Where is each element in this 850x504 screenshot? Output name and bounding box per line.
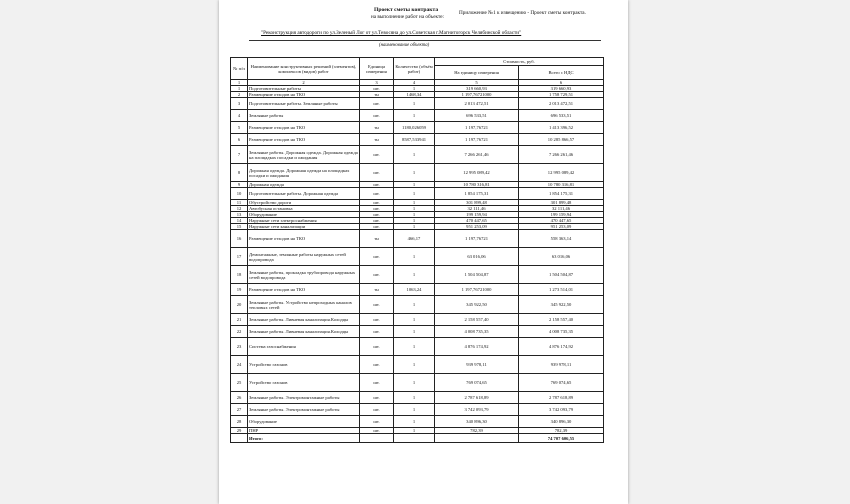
unit-cell: шт. <box>360 98 394 110</box>
unit-price-cell: 199 159,94 <box>435 212 519 218</box>
table-row <box>231 110 604 122</box>
row-number-cell: 23 <box>231 338 248 356</box>
unit-cell: шт. <box>360 266 394 284</box>
unit-price-cell: 301 899,48 <box>435 200 519 206</box>
table-row <box>231 338 604 356</box>
table-row <box>231 134 604 146</box>
unit-cell: шт. <box>360 374 394 392</box>
unit-price-cell: 345 922,50 <box>435 296 519 314</box>
unit-price-cell: 1 197,76721 <box>435 134 519 146</box>
table-row <box>231 314 604 326</box>
quantity-cell: 1 <box>394 212 435 218</box>
unit-price-cell: 10 780 316,81 <box>435 182 519 188</box>
table-row <box>231 122 604 134</box>
total-row <box>231 434 604 443</box>
quantity-cell: 466,17 <box>394 230 435 248</box>
header-unit-price: На единицу измерения <box>435 66 519 80</box>
object-underline <box>249 40 601 41</box>
unit-cell: тн <box>360 92 394 98</box>
column-number: 2 <box>248 80 360 86</box>
row-number-cell: 26 <box>231 392 248 404</box>
unit-price-cell: 7 266 261,46 <box>435 146 519 164</box>
header-unit: Единица измерения <box>360 58 394 80</box>
row-number-cell: 22 <box>231 326 248 338</box>
unit-cell: шт. <box>360 392 394 404</box>
quantity-cell: 1 <box>394 218 435 224</box>
unit-cell: шт. <box>360 188 394 200</box>
estimate-table <box>230 57 604 443</box>
work-name-cell: Устройство газонов <box>248 374 360 392</box>
column-number: 6 <box>519 80 604 86</box>
quantity-cell: 1 <box>394 164 435 182</box>
work-name-cell: Оборудование <box>248 212 360 218</box>
row-number-cell: 11 <box>231 200 248 206</box>
work-name-cell: Наружные сети канализации <box>248 224 360 230</box>
row-number-cell: 9 <box>231 182 248 188</box>
unit-cell: шт. <box>360 182 394 188</box>
row-number-cell: 1 <box>231 86 248 92</box>
work-name-cell: Система газоснабжения <box>248 338 360 356</box>
object-caption: (наименование объекта) <box>379 43 430 48</box>
header-num: № п/п <box>231 58 248 80</box>
quantity-cell: 1 <box>394 374 435 392</box>
total-cost-cell: 4 008 735,35 <box>519 326 604 338</box>
total-cost-cell: 470 447,65 <box>519 218 604 224</box>
unit-cell: шт. <box>360 326 394 338</box>
table-row <box>231 164 604 182</box>
table-row <box>231 296 604 314</box>
quantity-cell: 1 <box>394 314 435 326</box>
row-number-cell: 5 <box>231 122 248 134</box>
row-number-cell: 3 <box>231 98 248 110</box>
row-number-cell: 29 <box>231 428 248 434</box>
total-cost-cell: 1 758 729,51 <box>519 92 604 98</box>
total-cost-cell: 7 266 261,46 <box>519 146 604 164</box>
work-name-cell: Дорожная одежда. Дорожная одежда на площадках посадки и ожидания <box>248 164 360 182</box>
unit-cell: шт. <box>360 86 394 92</box>
header-qty: Количество (объём работ) <box>394 58 435 80</box>
quantity-cell: 1 <box>394 428 435 434</box>
total-cost-cell: 345 922,50 <box>519 296 604 314</box>
work-name-cell: Земляные работы. Ливневая канализация.Колодцы <box>248 326 360 338</box>
total-cost-cell: 63 016,06 <box>519 248 604 266</box>
header-total: Всего с НДС <box>519 66 604 80</box>
document-page <box>219 0 628 504</box>
unit-price-cell: 63 016,06 <box>435 248 519 266</box>
total-cost-cell: 696 533,51 <box>519 110 604 122</box>
work-name-cell: Земляные работы. Дорожная одежда. Дорожная одежда на площадках посадки и ожидания <box>248 146 360 164</box>
total-cost-cell: 1 413 396,52 <box>519 122 604 134</box>
document-subtitle: на выполнение работ на объекте: <box>371 14 444 20</box>
unit-cell: шт. <box>360 206 394 212</box>
quantity-cell: 1 <box>394 338 435 356</box>
unit-price-cell: 1 197,76721 <box>435 122 519 134</box>
quantity-cell: 1 <box>394 146 435 164</box>
appendix-note: Приложение №1 к извещению - Проект сметы контракта. <box>459 10 586 16</box>
unit-price-cell: 4 008 735,35 <box>435 326 519 338</box>
row-number-cell: 16 <box>231 230 248 248</box>
unit-cell: тн <box>360 284 394 296</box>
quantity-cell: 1 <box>394 206 435 212</box>
quantity-cell: 1 <box>394 224 435 230</box>
total-cost-cell: 1 273 514,01 <box>519 284 604 296</box>
row-number-cell: 13 <box>231 212 248 218</box>
row-number-cell: 19 <box>231 284 248 296</box>
total-cost-cell: 951 253,09 <box>519 224 604 230</box>
unit-price-cell: 769 074,65 <box>435 374 519 392</box>
work-name-cell: Оборудование <box>248 416 360 428</box>
total-cost-cell: 3 742 093,79 <box>519 404 604 416</box>
unit-cell: тн <box>360 122 394 134</box>
row-number-cell: 12 <box>231 206 248 212</box>
unit-price-cell: 2 787 618,89 <box>435 392 519 404</box>
quantity-cell: 8587,533941 <box>394 134 435 146</box>
row-number-cell: 7 <box>231 146 248 164</box>
table-row <box>231 248 604 266</box>
unit-price-cell: 782,39 <box>435 428 519 434</box>
work-name-cell: Подготовительные работы. Земляные работы <box>248 98 360 110</box>
unit-price-cell: 696 533,51 <box>435 110 519 122</box>
table-row <box>231 146 604 164</box>
row-number-cell: 4 <box>231 110 248 122</box>
quantity-cell: 1 <box>394 86 435 92</box>
unit-price-cell: 1 197,76721 <box>435 230 519 248</box>
column-number: 3 <box>360 80 394 86</box>
row-number-cell: 18 <box>231 266 248 284</box>
work-name-cell: ПНР <box>248 428 360 434</box>
total-cost-cell: 319 660,93 <box>519 86 604 92</box>
total-cost-cell: 558 363,14 <box>519 230 604 248</box>
quantity-cell: 1 <box>394 296 435 314</box>
unit-cell: шт. <box>360 338 394 356</box>
unit-cell: шт. <box>360 224 394 230</box>
unit-cell: шт. <box>360 164 394 182</box>
unit-cell: шт. <box>360 416 394 428</box>
unit-price-cell: 340 896,30 <box>435 416 519 428</box>
unit-price-cell: 319 660,93 <box>435 86 519 92</box>
column-number: 4 <box>394 80 435 86</box>
work-name-cell: Размещение отходов на ТКО <box>248 134 360 146</box>
total-cost-cell: 10 780 316,81 <box>519 182 604 188</box>
work-name-cell: Земляные работы. Электромонтажные работы <box>248 392 360 404</box>
unit-cell: шт. <box>360 146 394 164</box>
row-number-cell: 24 <box>231 356 248 374</box>
quantity-cell: 1 <box>394 326 435 338</box>
unit-price-cell: 12 995 089,42 <box>435 164 519 182</box>
quantity-cell: 1 <box>394 200 435 206</box>
unit-price-cell: 4 876 174,92 <box>435 338 519 356</box>
row-number-cell: 28 <box>231 416 248 428</box>
unit-cell: тн <box>360 134 394 146</box>
work-name-cell: Подготовительные работы. Дорожная одежда <box>248 188 360 200</box>
total-cost-cell: 2 787 618,89 <box>519 392 604 404</box>
quantity-cell: 1468,34 <box>394 92 435 98</box>
total-cost-cell: 782,39 <box>519 428 604 434</box>
unit-cell: шт. <box>360 296 394 314</box>
work-name-cell: Обустройство дороги <box>248 200 360 206</box>
quantity-cell: 1 <box>394 188 435 200</box>
unit-price-cell: 1 504 504,87 <box>435 266 519 284</box>
unit-cell: шт. <box>360 212 394 218</box>
unit-price-cell: 1 197,76721000 <box>435 284 519 296</box>
quantity-cell: 1 <box>394 110 435 122</box>
quantity-cell: 1063,24 <box>394 284 435 296</box>
unit-cell: шт. <box>360 248 394 266</box>
table-row <box>231 356 604 374</box>
total-label: Итого: <box>248 434 360 443</box>
table-row <box>231 374 604 392</box>
unit-price-cell: 951 253,09 <box>435 224 519 230</box>
total-value: 74 707 606,55 <box>519 434 604 443</box>
unit-price-cell: 2 158 557,40 <box>435 314 519 326</box>
total-cost-cell: 12 995 089,42 <box>519 164 604 182</box>
total-cost-cell: 2 013 472,51 <box>519 98 604 110</box>
work-name-cell: Размещение отходов на ТКО <box>248 230 360 248</box>
unit-price-cell: 1 197,76721000 <box>435 92 519 98</box>
row-number-cell: 15 <box>231 224 248 230</box>
unit-cell: шт. <box>360 404 394 416</box>
work-name-cell: Наружные сети электроснабжения <box>248 218 360 224</box>
unit-price-cell: 32 111,46 <box>435 206 519 212</box>
table-row <box>231 416 604 428</box>
table-row <box>231 188 604 200</box>
quantity-cell: 1180,026059 <box>394 122 435 134</box>
row-number-cell: 20 <box>231 296 248 314</box>
unit-cell: шт. <box>360 428 394 434</box>
total-cost-cell: 32 111,46 <box>519 206 604 212</box>
total-cost-cell: 939 978,11 <box>519 356 604 374</box>
total-cost-cell: 1 504 504,87 <box>519 266 604 284</box>
quantity-cell: 1 <box>394 404 435 416</box>
unit-cell: шт. <box>360 356 394 374</box>
work-name-cell: Земляные работы. Ливневая канализация.Колодцы <box>248 314 360 326</box>
unit-cell: шт. <box>360 110 394 122</box>
quantity-cell: 1 <box>394 266 435 284</box>
quantity-cell: 1 <box>394 356 435 374</box>
unit-price-cell: 2 013 472,51 <box>435 98 519 110</box>
total-cost-cell: 340 896,30 <box>519 416 604 428</box>
total-cost-cell: 199 159,94 <box>519 212 604 218</box>
unit-price-cell: 470 447,65 <box>435 218 519 224</box>
table-row <box>231 392 604 404</box>
table-row <box>231 98 604 110</box>
quantity-cell: 1 <box>394 416 435 428</box>
work-name-cell: Размещение отходов на ТКО <box>248 92 360 98</box>
table-row <box>231 326 604 338</box>
work-name-cell: Земляные работы <box>248 110 360 122</box>
table-row <box>231 284 604 296</box>
unit-cell: шт. <box>360 218 394 224</box>
row-number-cell: 10 <box>231 188 248 200</box>
total-cost-cell: 4 876 174,92 <box>519 338 604 356</box>
total-cost-cell: 301 899,48 <box>519 200 604 206</box>
column-number: 5 <box>435 80 519 86</box>
row-number-cell: 14 <box>231 218 248 224</box>
table-row <box>231 230 604 248</box>
total-cost-cell: 10 285 866,57 <box>519 134 604 146</box>
column-number: 1 <box>231 80 248 86</box>
object-name: "Реконструкция автодороги по ул.Зеленый Лог от ул.Тевосяна до ул.Советская г.Магнитогорск Челябинской области" <box>261 30 522 36</box>
quantity-cell: 1 <box>394 98 435 110</box>
work-name-cell: Устройство газонов <box>248 356 360 374</box>
header-cost: Стоимость, руб. <box>435 58 604 66</box>
row-number-cell: 17 <box>231 248 248 266</box>
table-body <box>231 86 604 434</box>
unit-price-cell: 3 742 093,79 <box>435 404 519 416</box>
row-number-cell: 25 <box>231 374 248 392</box>
work-name-cell: Земляные работы, прокладка трубопровода наружных сетей водопровода <box>248 266 360 284</box>
unit-price-cell: 939 978,11 <box>435 356 519 374</box>
unit-cell: шт. <box>360 314 394 326</box>
quantity-cell: 1 <box>394 248 435 266</box>
unit-cell: тн <box>360 230 394 248</box>
total-cost-cell: 769 074,65 <box>519 374 604 392</box>
unit-price-cell: 1 854 175,31 <box>435 188 519 200</box>
row-number-cell: 27 <box>231 404 248 416</box>
table-row <box>231 404 604 416</box>
total-cost-cell: 2 158 557,40 <box>519 314 604 326</box>
table-row <box>231 266 604 284</box>
quantity-cell: 1 <box>394 182 435 188</box>
work-name-cell: Размещение отходов на ТКО <box>248 284 360 296</box>
header-name: Наименование конструктивных решений (элементов), комплексов (видов) работ <box>248 58 360 80</box>
work-name-cell: Демонтажные, земляные работы наружных сетей водопровода <box>248 248 360 266</box>
quantity-cell: 1 <box>394 392 435 404</box>
work-name-cell: Земляные работы. Устройство непроходных каналов тепловых сетей <box>248 296 360 314</box>
work-name-cell: Земляные работы. Электромонтажные работы <box>248 404 360 416</box>
work-name-cell: Подготовительные работы <box>248 86 360 92</box>
work-name-cell: Дорожная одежда <box>248 182 360 188</box>
row-number-cell: 6 <box>231 134 248 146</box>
work-name-cell: Автобусная остановка <box>248 206 360 212</box>
row-number-cell: 2 <box>231 92 248 98</box>
total-cost-cell: 1 854 175,31 <box>519 188 604 200</box>
document-title: Проект сметы контракта <box>374 7 439 13</box>
row-number-cell: 8 <box>231 164 248 182</box>
unit-cell: шт. <box>360 200 394 206</box>
work-name-cell: Размещение отходов на ТКО <box>248 122 360 134</box>
row-number-cell: 21 <box>231 314 248 326</box>
